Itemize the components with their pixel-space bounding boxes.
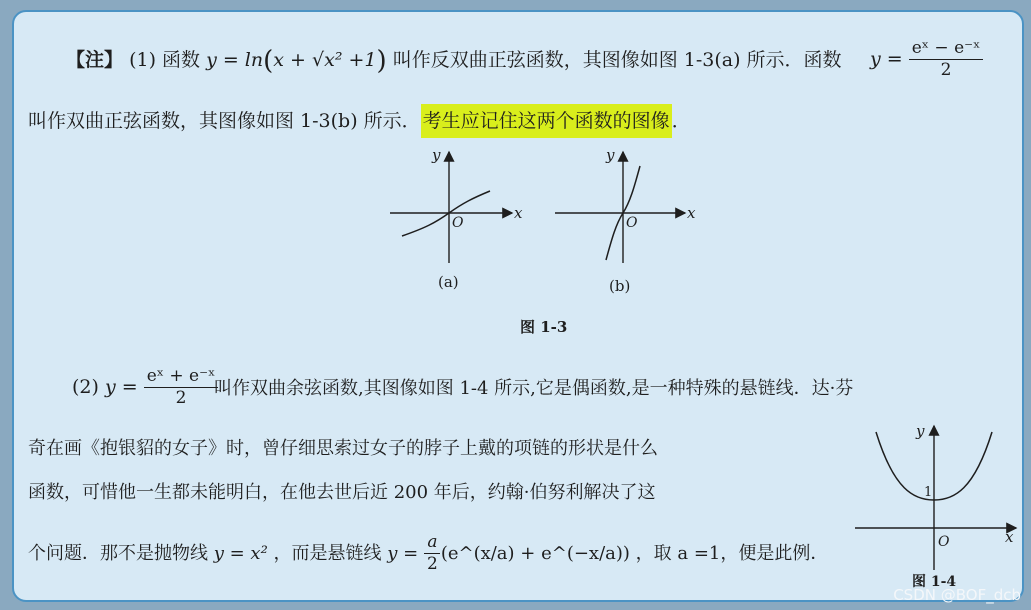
catenary-coef-num: a [424,532,440,554]
formula1-lhs: y = ln [206,49,264,71]
graph-b-label: (b) [609,277,631,295]
p1-line1 [66,48,842,74]
parabola-formula: y = x² [213,542,268,564]
p2-line4 [28,532,828,576]
p1-text-a: 叫作反双曲正弦函数，其图像如图 1-3(a) 所示．函数 [392,49,842,71]
p2-index: (2) [72,375,99,398]
highlight-text: 考生应记住这两个函数的图像 [421,104,672,138]
note-mark: 【注】 [66,49,124,71]
graph-a-x-label: x [514,204,523,222]
graph-b-y-label: y [606,148,615,164]
p2-line4-c: ，取 a =1，便是此例． [635,542,829,564]
fig14-x-label: x [1005,528,1014,546]
formula2-num: eˣ − e⁻ˣ [909,38,984,60]
p2-line4-b: ，而是悬链线 [273,542,382,564]
paren-close: ) [376,46,387,76]
formula2-lhs: y = [870,47,903,70]
catenary-coef-den: 2 [426,554,438,575]
graph-b-x-label: x [687,204,696,222]
p1-period: ． [671,110,691,132]
figure-1-3 [380,148,710,338]
watermark: CSDN @BOF_dcb [893,586,1021,604]
formula2 [870,38,983,82]
graph-b-origin: O [626,215,638,231]
graph-a-origin: O [452,215,464,231]
catenary-lhs: y = [387,542,419,564]
p1-line2 [28,112,691,131]
graph-a-label: (a) [438,273,459,291]
cosh-num: eˣ + e⁻ˣ [144,366,219,388]
fig14-tick-1: 1 [924,485,933,500]
p1-text-b: 叫作双曲正弦函数，其图像如图 1-3(b) 所示． [28,110,421,132]
p2-formula [72,366,218,410]
p2-line4-a: 个问题．那不是抛物线 [28,542,208,564]
formula2-den: 2 [940,60,952,81]
graph-b [555,148,696,295]
figure-1-4-caption: 图 1-4 [912,574,957,590]
figure-1-3-caption: 图 1-3 [520,318,568,336]
p2-line1: 叫作双曲余弦函数,其图像如图 1-4 所示,它是偶函数,是一种特殊的悬链线．达·芬 [214,378,854,399]
formula1-inner: x + √x² +1 [273,49,377,71]
fig14-origin: O [938,534,950,550]
cosh-den: 2 [175,388,187,409]
p1-index: (1) 函数 [129,49,201,71]
p2-line3: 函数，可惜他一生都未能明白，在他去世后近 200 年后，约翰·伯努利解决了这 [28,482,656,503]
fig14-y-label: y [916,422,925,440]
p2-line2: 奇在画《抱银貂的女子》时，曾仔细思索过女子的脖子上戴的项链的形状是什么 [28,438,658,459]
graph-a [390,148,523,291]
figure-1-4 [850,420,1022,590]
cosh-lhs: y = [104,375,138,398]
catenary-body: (e^(x/a) + e^(−x/a)) [440,542,630,564]
graph-a-y-label: y [432,148,441,164]
paren-open: ( [263,46,274,76]
